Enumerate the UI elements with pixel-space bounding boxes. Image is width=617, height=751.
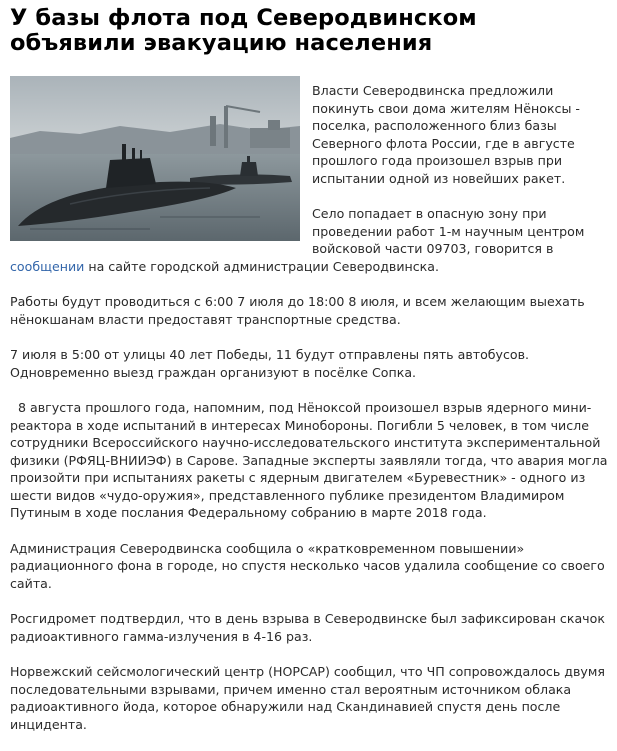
paragraph-1: Власти Северодвинска предложили покинуть свои дома жителям Нёноксы - поселка, расположенного близ базы Северного флота России, где в августе прошлого года произошел взрыв при испытании одной из новейших ракет. bbox=[312, 83, 580, 186]
article bbox=[10, 6, 610, 751]
paragraph-4: 7 июля в 5:00 от улицы 40 лет Победы, 11 будут отправлены пять автобусов. Одновременно выезд граждан организуют в посёлке Сопка. bbox=[10, 347, 530, 380]
paragraph-6: Администрация Северодвинска сообщила о «кратковременном повышении» радиационного фона в городе, но спустя несколько часов удалила сообщение со своего сайта. bbox=[10, 540, 605, 591]
source-link[interactable]: сообщении bbox=[10, 258, 85, 274]
submarine-photo bbox=[10, 76, 300, 241]
paragraph-7: Росгидромет подтвердил, что в день взрыва в Северодвинске был зафиксирован скачок радиоактивного гамма-излучения в 4-16 раз. bbox=[10, 611, 605, 644]
paragraph-5: 8 августа прошлого года, напомним, под Нёноксой произошел взрыв ядерного мини-реактора в ходе испытаний в интересах Минобороны. Погибли 5 человек, в том числе сотрудники Всероссийского научно-исследовательского института экспериментальной физики (РФЯЦ-ВНИИЭФ) в Сарове. Западные эксперты заявляли тогда, что авария могла произойти при испытаниях ракеты с ядерным двигателем «Буревестник» - одного из шести видов «чудо-оружия», представленного публике президентом Владимиром Путиным в ходе послания Федеральному собранию в марте 2018 года. bbox=[10, 400, 608, 520]
article-lead bbox=[10, 76, 610, 733]
paragraph-2-text-before: Село попадает в опасную зону при проведении работ 1-м научным центром войсковой части 09703, говорится в bbox=[312, 206, 585, 256]
headline: У базы флота под Северодвинском объявили эвакуацию населения bbox=[10, 5, 477, 56]
paragraph-8: Норвежский сейсмологический центр (НОРСАР) сообщил, что ЧП сопровождалось двумя последовательными взрывами, причем именно стал вероятным источником облака радиоактивного йода, которое обнаружили над Скандинавией спустя день после инцидента. bbox=[10, 664, 605, 732]
paragraph-3: Работы будут проводиться с 6:00 7 июля до 18:00 8 июля, и всем желающим выехать нёнокшанам власти предоставят транспортные средства. bbox=[10, 294, 585, 327]
paragraph-2-text-after: на сайте городской администрации Северодвинска. bbox=[84, 258, 440, 274]
